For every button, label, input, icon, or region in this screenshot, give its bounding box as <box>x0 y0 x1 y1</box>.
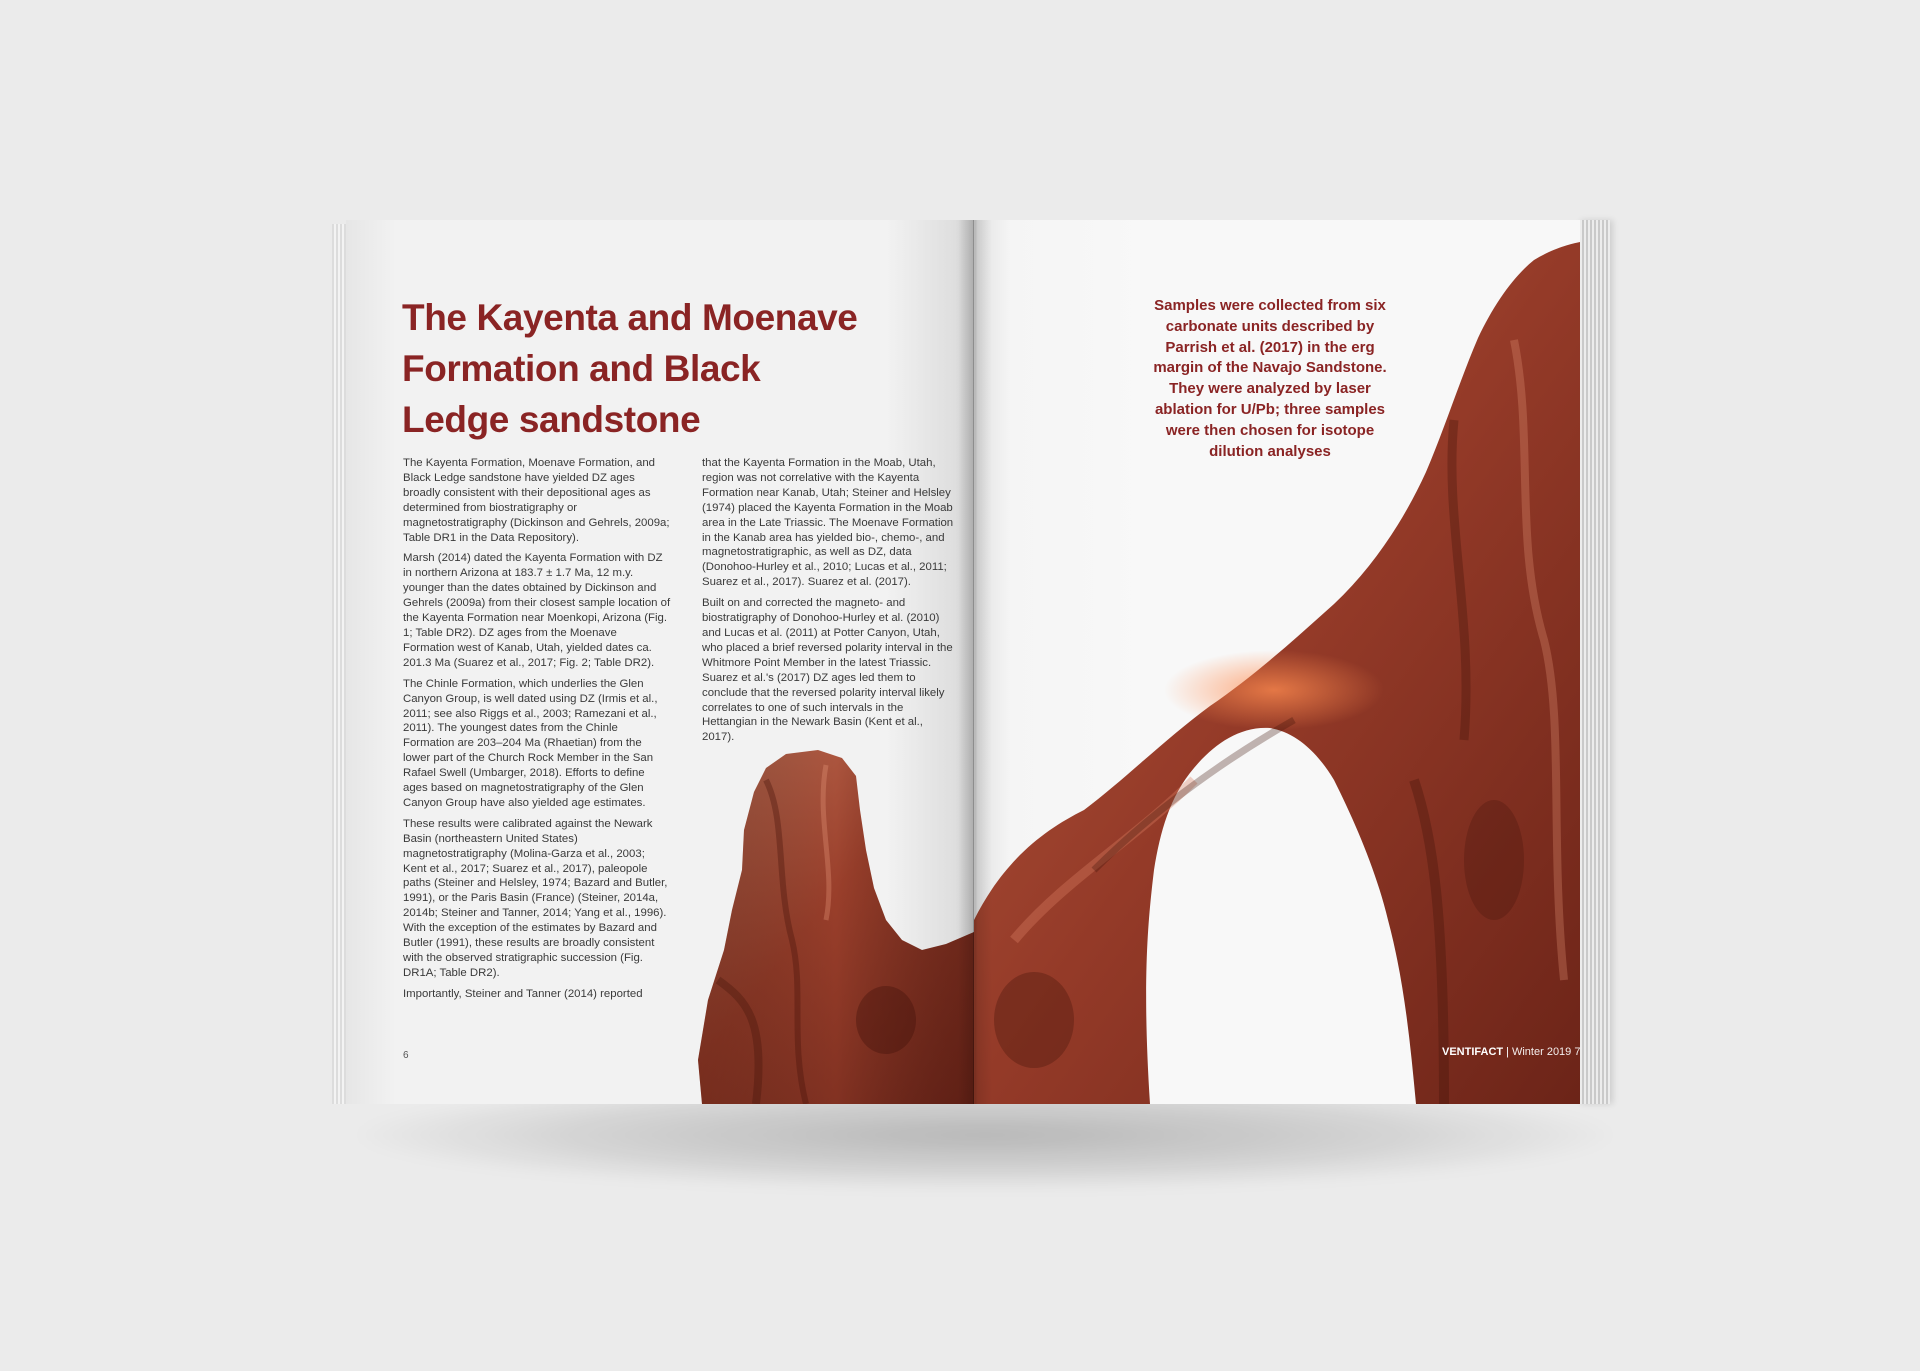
page-number-right: 7 <box>1574 1046 1580 1058</box>
left-page <box>346 220 974 1104</box>
binding-line <box>973 220 974 1104</box>
page-stack-right <box>1578 220 1610 1104</box>
paragraph: that the Kayenta Formation in the Moab, Utah, region was not correlative with the Kayenta Formation near Kanab, Utah; Steiner and Helsley (1974) placed the Kayenta Formation in the Moab area in the Late Triassic. The Moenave Formation in the Kanab area has yielded bio-, chemo-, and magnetostratigraphic, as well as DZ, data (Donohoo-Hurley et al., 2010; Lucas et al., 2011; Suarez et al., 2017). Suarez et al. (2017). <box>702 457 954 589</box>
page-number-left: 6 <box>403 1050 409 1061</box>
article-title: The Kayenta and Moenave Formation and Black Ledge sandstone <box>402 297 858 440</box>
paragraph: The Chinle Formation, which underlies the Glen Canyon Group, is well dated using DZ (Irmis et al., 2011; see also Riggs et al., 2003; Ramezani et al., 2011). The youngest dates from the Chinle Formation are 203–204 Ma (Rhaetian) from the lower part of the Church Rock Member in the San Rafael Swell (Umbarger, 2018). Efforts to define ages based on magnetostratigraphy of the Glen Canyon Group have also yielded age estimates. <box>403 677 658 809</box>
paragraph: Importantly, Steiner and Tanner (2014) reported <box>403 987 643 1000</box>
right-page <box>974 220 1580 1104</box>
paragraph: Marsh (2014) dated the Kayenta Formation with DZ in northern Arizona at 183.7 ± 1.7 Ma, 12 m.y. younger than the dates obtained by Dickinson and Gehrels (2009a) from their closest sample location of the Kayenta Formation near Moenkopi, Arizona (Fig. 1; Table DR2). DZ ages from the Moenave Formation west of Kanab, Utah, yielded dates ca. 201.3 Ma (Suarez et al., 2017; Fig. 2; Table DR2). <box>403 552 671 669</box>
paragraph: These results were calibrated against the Newark Basin (northeastern United States) magnetostratigraphy (Molina-Garza et al., 2003; Kent et al., 2017; Suarez et al., 2017), paleopole paths (Steiner and Helsley, 1974; Bazard and Butler, 1991), or the Paris Basin (France) (Steiner, 2014a, 2014b; Steiner and Tanner, 2014; Yang et al., 1996). With the exception of the estimates by Bazard and Butler (1991), these results are broadly consistent with the observed stratigraphic succession (Fig. DR1A; Table DR2). <box>403 817 668 979</box>
paragraph: Built on and corrected the magneto- and biostratigraphy of Donohoo-Hurley et al. (2010) and Lucas et al. (2011) at Potter Canyon, Utah, who placed a brief reversed polarity interval in the Whitmore Point Member in the latest Triassic. Suarez et al.'s (2017) DZ ages led them to conclude that the reversed polarity interval likely correlates to one of such intervals in the Hettangian in the Newark Basin (Kent et al., 2017). <box>702 597 953 744</box>
paragraph: The Kayenta Formation, Moenave Formation, and Black Ledge sandstone have yielded DZ ages broadly consistent with their depositional ages as determined from biostratigraphy or magnetostratigraphy (Dickinson and Gehrels, 2009a; Table DR1 in the Data Repository). <box>403 457 670 544</box>
pull-quote: Samples were collected from six carbonate units described by Parrish et al. (2017) in the erg margin of the Navajo Sandstone. They were analyzed by laser ablation for U/Pb; three samples were then chosen for isotope dilution analyses <box>1153 297 1387 460</box>
footer-separator: | <box>1506 1046 1509 1058</box>
running-footer <box>1442 1046 1580 1058</box>
magazine-brand: VENTIFACT <box>1442 1046 1504 1058</box>
rock-pillar-photo <box>346 220 974 1104</box>
issue-label: Winter 2019 <box>1511 1046 1572 1058</box>
